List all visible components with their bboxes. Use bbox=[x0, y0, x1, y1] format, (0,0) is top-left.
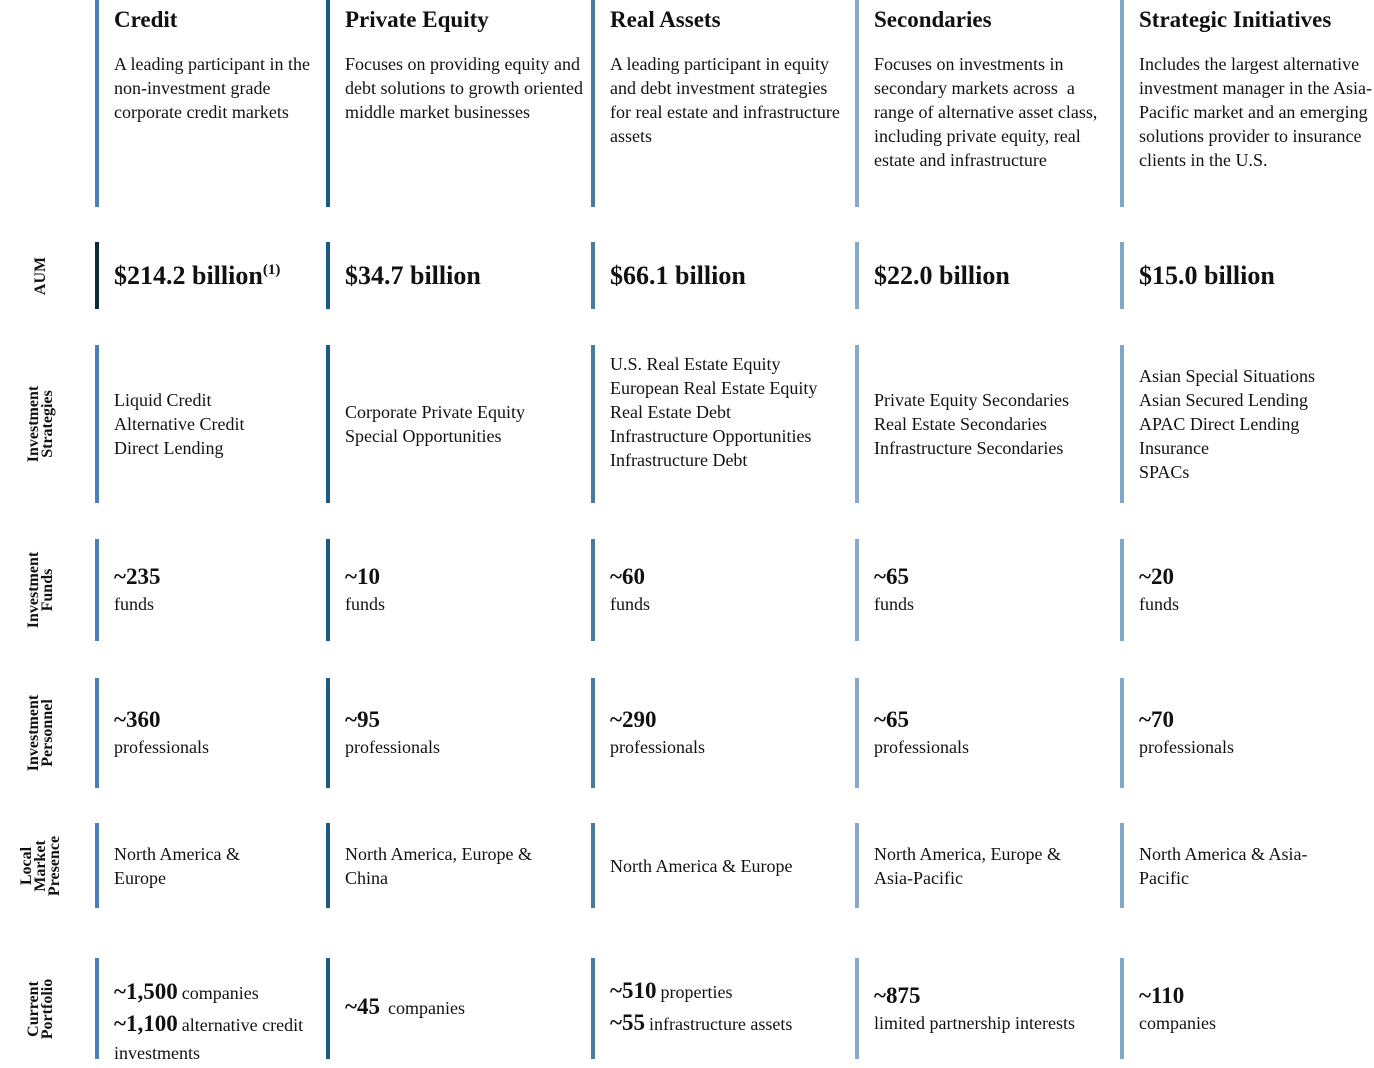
strategy-item: Infrastructure Debt bbox=[610, 450, 748, 470]
portfolio-cell-private-equity bbox=[326, 958, 586, 1059]
segment-title: Private Equity bbox=[345, 7, 489, 32]
segment-description: Focuses on investments in secondary markets across a range of alternative asset class, including private equity, real estate and infrastructure bbox=[874, 54, 1102, 170]
strategy-item: Real Estate Debt bbox=[610, 402, 731, 422]
segment-header-strategic-initiatives bbox=[1120, 0, 1374, 207]
strategy-list bbox=[345, 400, 525, 448]
strategy-item: Real Estate Secondaries bbox=[874, 414, 1047, 434]
funds-count: ~10 bbox=[345, 564, 380, 589]
strategies-cell-credit bbox=[95, 345, 320, 503]
strategies-cell-strategic-initiatives bbox=[1120, 345, 1374, 503]
segment-title: Real Assets bbox=[610, 7, 721, 32]
personnel-unit: professionals bbox=[1139, 737, 1234, 757]
personnel-unit: professionals bbox=[874, 737, 969, 757]
market-presence: North America & Asia-Pacific bbox=[1139, 843, 1308, 888]
market-cell-secondaries bbox=[855, 823, 1115, 908]
segment-title: Strategic Initiatives bbox=[1139, 7, 1332, 32]
portfolio-unit: alternative credit investments bbox=[114, 1015, 304, 1063]
strategy-item: Asian Special Situations bbox=[1139, 366, 1315, 386]
portfolio-unit: limited partnership interests bbox=[874, 1012, 1075, 1033]
personnel-count: ~360 bbox=[114, 707, 161, 732]
funds-count: ~235 bbox=[114, 564, 161, 589]
strategies-cell-secondaries bbox=[855, 345, 1115, 503]
portfolio-unit: properties bbox=[660, 981, 733, 1002]
portfolio-unit: companies bbox=[387, 997, 465, 1018]
funds-unit: funds bbox=[114, 594, 154, 614]
strategy-item: Alternative Credit bbox=[114, 414, 245, 434]
market-presence: North America & Europe bbox=[610, 855, 793, 876]
personnel-cell-strategic-initiatives bbox=[1120, 678, 1374, 788]
row-label-strategies: Investment Strategies bbox=[25, 385, 56, 463]
portfolio-count: ~1,500 bbox=[114, 979, 178, 1004]
strategy-list bbox=[610, 352, 817, 472]
personnel-unit: professionals bbox=[345, 737, 440, 757]
row-label-portfolio: Current Portfolio bbox=[24, 978, 56, 1039]
strategy-item: Liquid Credit bbox=[114, 390, 212, 410]
strategy-item: Direct Lending bbox=[114, 438, 224, 458]
personnel-cell-private-equity bbox=[326, 678, 586, 788]
aum-value: $34.7 billion bbox=[345, 260, 481, 290]
funds-count: ~20 bbox=[1139, 564, 1174, 589]
personnel-count: ~70 bbox=[1139, 707, 1174, 732]
strategies-cell-private-equity bbox=[326, 345, 586, 503]
funds-cell-private-equity bbox=[326, 539, 586, 641]
portfolio-cell-real-assets bbox=[591, 958, 849, 1059]
segment-description: A leading participant in the non-investment grade corporate credit markets bbox=[114, 54, 310, 122]
funds-unit: funds bbox=[874, 594, 914, 614]
market-cell-credit bbox=[95, 823, 320, 908]
portfolio-cell-secondaries bbox=[855, 958, 1115, 1059]
market-cell-private-equity bbox=[326, 823, 586, 908]
personnel-count: ~290 bbox=[610, 707, 657, 732]
strategy-item: European Real Estate Equity bbox=[610, 378, 818, 398]
portfolio-cell-credit bbox=[95, 958, 320, 1063]
segment-header-private-equity bbox=[326, 0, 586, 207]
aum-cell-private-equity bbox=[326, 242, 586, 309]
portfolio-count: ~1,100 bbox=[114, 1011, 178, 1036]
funds-cell-secondaries bbox=[855, 539, 1115, 641]
segment-description: Includes the largest alternative investment manager in the Asia-Pacific market and an emerging solutions provider to insurance clients in the U.S. bbox=[1139, 54, 1372, 170]
market-presence: North America & Europe bbox=[114, 843, 240, 888]
market-presence: North America, Europe & China bbox=[345, 843, 532, 888]
row-label-market: Local Market Presence bbox=[18, 835, 63, 896]
personnel-cell-secondaries bbox=[855, 678, 1115, 788]
funds-unit: funds bbox=[1139, 594, 1179, 614]
portfolio-cell-strategic-initiatives bbox=[1120, 958, 1374, 1059]
strategy-item: SPACs bbox=[1139, 462, 1190, 482]
strategy-item: Private Equity Secondaries bbox=[874, 390, 1069, 410]
strategy-item: Asian Secured Lending bbox=[1139, 390, 1308, 410]
portfolio-count: ~875 bbox=[874, 982, 921, 1008]
portfolio-count: ~45 bbox=[345, 993, 380, 1019]
market-presence: North America, Europe & Asia-Pacific bbox=[874, 843, 1061, 888]
segment-header-real-assets bbox=[591, 0, 849, 207]
funds-unit: funds bbox=[345, 594, 385, 614]
personnel-cell-real-assets bbox=[591, 678, 849, 788]
aum-value: $66.1 billion bbox=[610, 260, 746, 290]
aum-value: $214.2 billion$^{(1)}$ bbox=[114, 260, 281, 290]
segment-description: Focuses on providing equity and debt solutions to growth oriented middle market businesses bbox=[345, 54, 583, 122]
row-label-funds: Investment Funds bbox=[25, 551, 56, 629]
portfolio-count: ~510 bbox=[610, 977, 657, 1003]
personnel-cell-credit bbox=[95, 678, 320, 788]
personnel-unit: professionals bbox=[610, 737, 705, 757]
portfolio-count: ~55 bbox=[610, 1009, 645, 1035]
market-cell-real-assets bbox=[591, 823, 849, 908]
segment-header-credit bbox=[95, 0, 320, 207]
aum-value: $15.0 billion bbox=[1139, 260, 1275, 290]
funds-unit: funds bbox=[610, 594, 650, 614]
portfolio-count: ~110 bbox=[1139, 982, 1185, 1008]
aum-cell-secondaries bbox=[855, 242, 1115, 309]
segment-title: Credit bbox=[114, 7, 178, 32]
row-label-aum: AUM bbox=[32, 256, 49, 295]
funds-cell-real-assets bbox=[591, 539, 849, 641]
funds-cell-strategic-initiatives bbox=[1120, 539, 1374, 641]
segment-header-secondaries bbox=[855, 0, 1115, 207]
funds-count: ~60 bbox=[610, 564, 645, 589]
row-label-personnel: Investment Personnel bbox=[25, 694, 56, 772]
funds-cell-credit bbox=[95, 539, 320, 641]
strategy-item: Corporate Private Equity bbox=[345, 402, 525, 422]
portfolio-unit: companies bbox=[1139, 1012, 1216, 1033]
strategy-item: Infrastructure Secondaries bbox=[874, 438, 1064, 458]
aum-value: $22.0 billion bbox=[874, 260, 1010, 290]
strategy-list bbox=[114, 388, 244, 460]
funds-count: ~65 bbox=[874, 564, 909, 589]
strategies-cell-real-assets bbox=[591, 345, 849, 503]
strategy-item: Infrastructure Opportunities bbox=[610, 426, 812, 446]
aum-cell-strategic-initiatives bbox=[1120, 242, 1374, 309]
portfolio-unit: companies bbox=[181, 983, 259, 1003]
strategy-list bbox=[1139, 364, 1315, 484]
segment-title: Secondaries bbox=[874, 7, 992, 32]
strategy-item: U.S. Real Estate Equity bbox=[610, 354, 781, 374]
strategy-item: Insurance bbox=[1139, 438, 1209, 458]
market-cell-strategic-initiatives bbox=[1120, 823, 1374, 908]
portfolio-unit: infrastructure assets bbox=[648, 1013, 793, 1034]
strategy-list bbox=[874, 388, 1069, 460]
strategy-item: Special Opportunities bbox=[345, 426, 502, 446]
aum-cell-real-assets bbox=[591, 242, 849, 309]
personnel-count: ~65 bbox=[874, 707, 909, 732]
aum-cell-credit bbox=[95, 242, 320, 309]
footnote-marker: (1) bbox=[262, 261, 281, 278]
personnel-count: ~95 bbox=[345, 707, 380, 732]
personnel-unit: professionals bbox=[114, 737, 209, 757]
segment-description: A leading participant in equity and debt investment strategies for real estate and infrastructure assets bbox=[610, 54, 840, 146]
strategy-item: APAC Direct Lending bbox=[1139, 414, 1300, 434]
